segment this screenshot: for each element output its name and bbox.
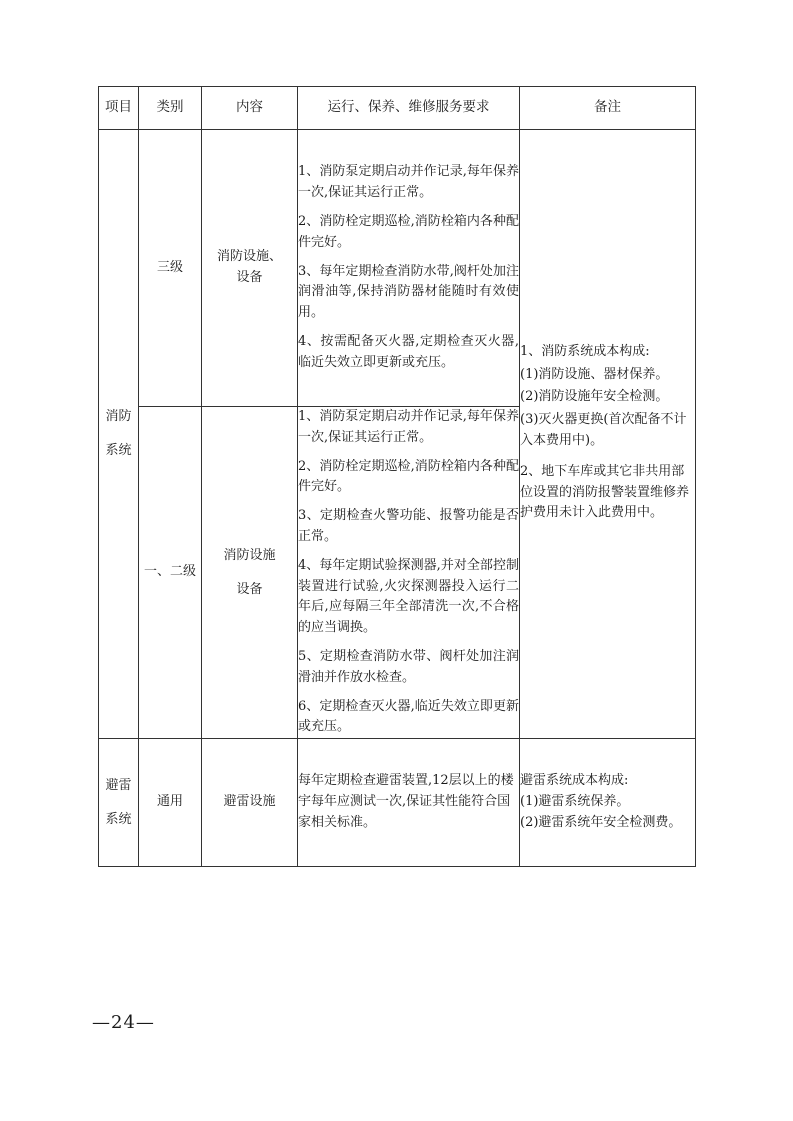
- fire-level12-req-3: 3、定期检查火警功能、报警功能是否正常。: [298, 508, 519, 544]
- fire-note-1: 1、消防系统成本构成:: [520, 343, 650, 359]
- table-header-row: [99, 87, 696, 130]
- lightning-requirement: 每年定期检查避雷装置,12层以上的楼宇每年应测试一次,保证其性能符合国家相关标准。: [298, 739, 520, 867]
- lightning-note-1: 避雷系统成本构成:: [520, 773, 629, 789]
- fire-level3-req-4: 4、按需配备灭火器,定期检查灭火器,临近失效立即更新或充压。: [298, 333, 519, 370]
- fire-level12-content-line-2: 设备: [236, 581, 263, 597]
- lightning-system-project-cell: [99, 739, 139, 867]
- fire-level12-content: [202, 407, 298, 739]
- lightning-project-line-2: 系统: [105, 811, 132, 827]
- lightning-content: 避雷设施: [202, 739, 298, 867]
- fire-level12-req-5: 5、定期检查消防水带、阀杆处加注润滑油并作放水检查。: [298, 648, 519, 685]
- lightning-note-3: (2)避雷系统年安全检测费。: [520, 815, 682, 831]
- fire-level3-req-3: 3、每年定期检查消防水带,阀杆处加注润滑油等,保持消防器材能随时有效使用。: [298, 263, 519, 321]
- fire-system-notes: [520, 130, 696, 739]
- fire-project-line-1: 消防: [105, 409, 132, 425]
- fire-level12-content-line-1: 消防设施: [223, 547, 276, 563]
- fire-level12-req-2: 2、消防栓定期巡检,消防栓箱内各种配件完好。: [298, 458, 519, 495]
- fire-level12-req-4: 4、每年定期试验探测器,并对全部控制装置进行试验,火灾探测器投入运行二年后,应每隔三年全部清洗一次,不合格的应当调换。: [298, 557, 519, 636]
- header-category: 类别: [139, 87, 202, 130]
- fire-note-3: (2)消防设施年安全检测。: [520, 389, 669, 405]
- fire-level12-requirements: [298, 407, 520, 739]
- header-project: 项目: [99, 87, 139, 130]
- fire-level3-requirements: [298, 130, 520, 407]
- fire-level12-category: 一、二级: [139, 407, 202, 739]
- fire-note-4: (3)灭火器更换(首次配备不计入本费用中)。: [520, 412, 687, 449]
- header-requirements: 运行、保养、维修服务要求: [298, 87, 520, 130]
- fire-note-5: 2、地下车库或其它非共用部位设置的消防报警装置维修养护费用未计入此费用中。: [520, 463, 690, 521]
- fire-level3-content-line-2: 设备: [236, 270, 263, 285]
- header-notes: 备注: [520, 87, 696, 130]
- table-row-lightning: [99, 739, 696, 867]
- fire-level3-req-1: 1、消防泵定期启动并作记录,每年保养一次,保证其运行正常。: [298, 164, 519, 201]
- lightning-project-line-1: 避雷: [105, 777, 132, 793]
- header-content: 内容: [202, 87, 298, 130]
- page-number: —24—: [92, 1012, 155, 1033]
- table-row-fire-level3: [99, 130, 696, 407]
- lightning-notes: [520, 739, 696, 867]
- fire-project-line-2: 系统: [105, 443, 132, 459]
- fire-level12-req-6: 6、定期检查灭火器,临近失效立即更新或充压。: [298, 698, 519, 735]
- fire-level3-category: 三级: [139, 130, 202, 407]
- lightning-category: 通用: [139, 739, 202, 867]
- fire-note-2: (1)消防设施、器材保养。: [520, 366, 669, 382]
- fire-level12-req-1: 1、消防泵定期启动并作记录,每年保养一次,保证其运行正常。: [298, 409, 519, 445]
- maintenance-table: [98, 86, 696, 867]
- fire-system-project-cell: [99, 130, 139, 739]
- lightning-note-2: (1)避雷系统保养。: [520, 794, 630, 810]
- fire-level3-content-line-1: 消防设施、: [216, 249, 282, 265]
- fire-level3-content: [202, 130, 298, 407]
- fire-level3-req-2: 2、消防栓定期巡检,消防栓箱内各种配件完好。: [298, 214, 519, 250]
